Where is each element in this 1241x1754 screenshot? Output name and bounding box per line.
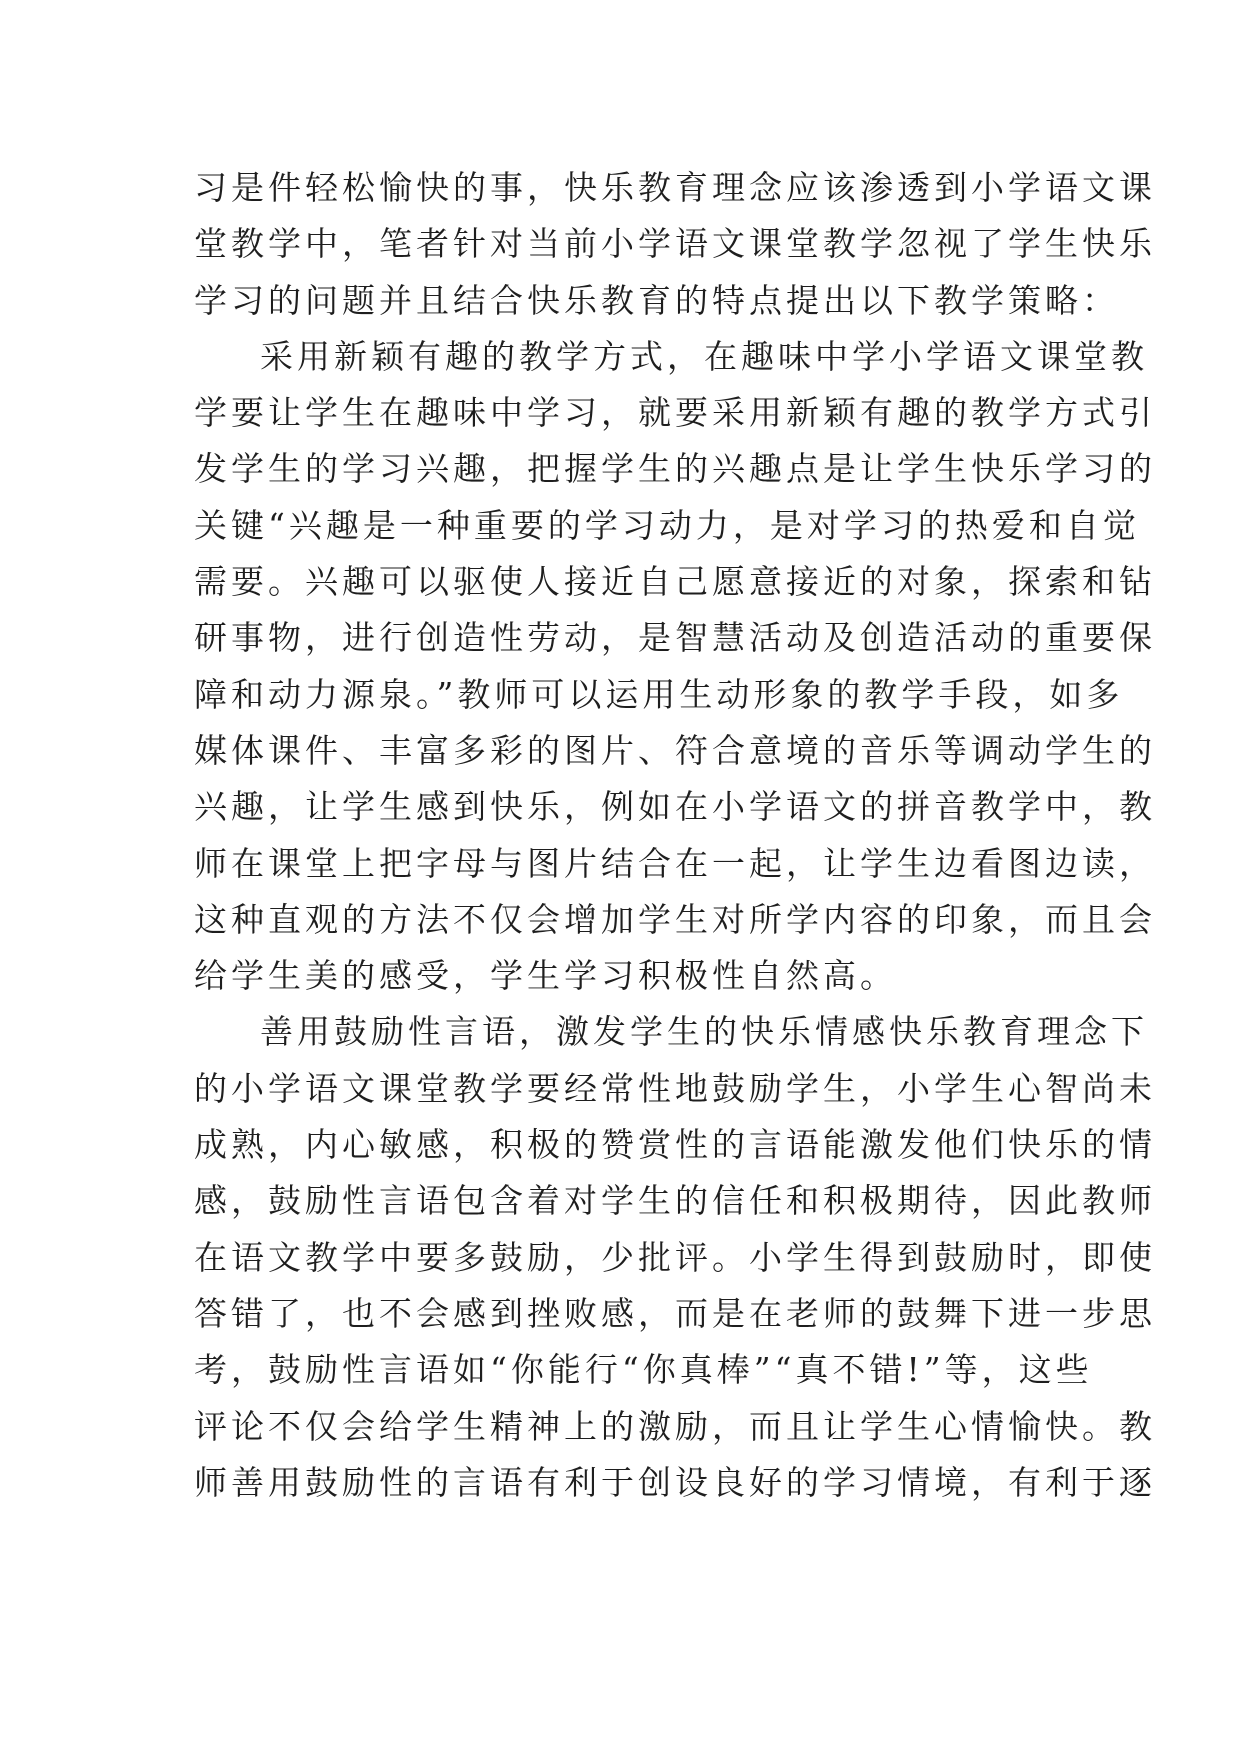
text-line: 成熟，内心敏感，积极的赞赏性的言语能激发他们快乐的情	[194, 1125, 1156, 1165]
text-line: 考，鼓励性言语如“你能行“你真棒”“真不错!”等，这些	[194, 1350, 1093, 1390]
text-line: 师在课堂上把字母与图片结合在一起，让学生边看图边读，	[194, 843, 1156, 883]
text-line: 学习的问题并且结合快乐教育的特点提出以下教学策略：	[194, 280, 1119, 320]
text-line: 的小学语文课堂教学要经常性地鼓励学生，小学生心智尚未	[194, 1068, 1156, 1108]
text-line: 感，鼓励性言语包含着对学生的信任和积极期待，因此教师	[194, 1181, 1156, 1221]
body-text	[194, 160, 1156, 1511]
text-line: 兴趣，让学生感到快乐，例如在小学语文的拼音教学中，教	[194, 787, 1156, 827]
text-line: 给学生美的感受，学生学习积极性自然高。	[194, 956, 897, 996]
paragraph-start-line: 采用新颖有趣的教学方式，在趣味中学小学语文课堂教	[260, 336, 1148, 376]
text-line: 学要让学生在趣味中学习，就要采用新颖有趣的教学方式引	[194, 393, 1156, 433]
text-line: 习是件轻松愉快的事，快乐教育理念应该渗透到小学语文课	[194, 168, 1156, 207]
text-line: 障和动力源泉。”教师可以运用生动形象的教学手段，如多	[194, 674, 1124, 714]
text-line: 堂教学中，笔者针对当前小学语文课堂教学忽视了学生快乐	[194, 224, 1156, 264]
text-line: 评论不仅会给学生精神上的激励，而且让学生心情愉快。教	[194, 1406, 1156, 1446]
paragraph-start-line: 善用鼓励性言语，激发学生的快乐情感快乐教育理念下	[260, 1012, 1148, 1052]
text-line: 在语文教学中要多鼓励，少批评。小学生得到鼓励时，即使	[194, 1237, 1156, 1277]
text-line: 师善用鼓励性的言语有利于创设良好的学习情境，有利于逐	[194, 1462, 1156, 1502]
text-line: 研事物，进行创造性劳动，是智慧活动及创造活动的重要保	[194, 618, 1156, 658]
text-line: 媒体课件、丰富多彩的图片、符合意境的音乐等调动学生的	[194, 730, 1156, 770]
text-line: 关键“兴趣是一种重要的学习动力，是对学习的热爱和自觉	[194, 505, 1140, 545]
text-line: 答错了，也不会感到挫败感，而是在老师的鼓舞下进一步思	[194, 1293, 1156, 1333]
text-line: 这种直观的方法不仅会增加学生对所学内容的印象，而且会	[194, 899, 1156, 939]
text-line: 需要。兴趣可以驱使人接近自己愿意接近的对象，探索和钻	[194, 562, 1156, 602]
text-line: 发学生的学习兴趣，把握学生的兴趣点是让学生快乐学习的	[194, 449, 1156, 489]
